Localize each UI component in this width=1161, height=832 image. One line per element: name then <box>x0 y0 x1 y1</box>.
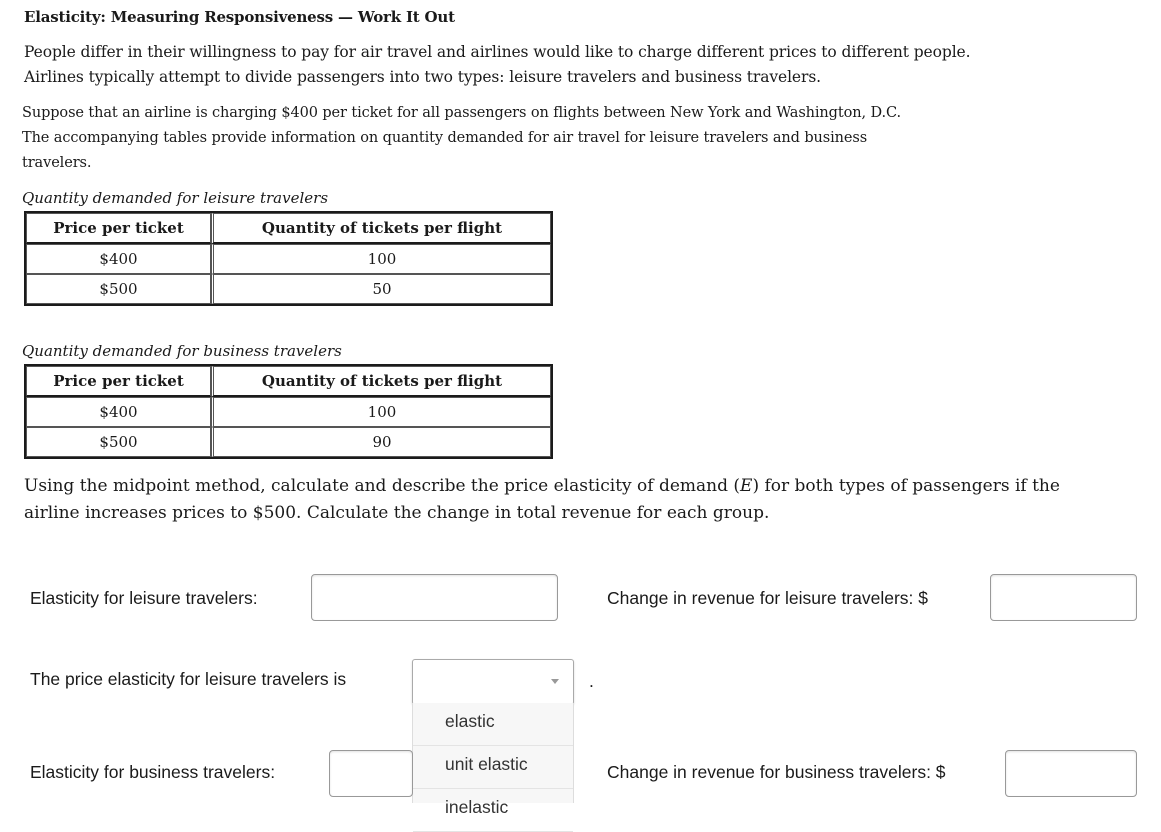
option-unit-elastic[interactable]: unit elastic <box>413 746 573 789</box>
setup-line-1: Suppose that an airline is charging $400 per ticket for all passengers on flights between New York and Washington, D.C. <box>22 105 901 121</box>
column-header: Quantity of tickets per flight <box>211 213 551 244</box>
chevron-down-icon[interactable] <box>551 679 559 684</box>
question-line-2: airline increases prices to $500. Calculate the change in total revenue for each group. <box>24 503 770 523</box>
leisure-elasticity-statement: The price elasticity for leisure travelers is <box>30 669 347 689</box>
column-header: Price per ticket <box>26 213 211 244</box>
leisure-elasticity-dropdown[interactable] <box>412 659 574 705</box>
table-cell: $400 <box>26 397 211 427</box>
column-header: Quantity of tickets per flight <box>211 366 551 397</box>
table-row <box>26 427 551 457</box>
table-cell: $400 <box>26 244 211 274</box>
elasticity-business-label: Elasticity for business travelers: <box>30 762 276 782</box>
intro-line-1: People differ in their willingness to pay for air travel and airlines would like to charge different prices to different people. <box>24 43 971 61</box>
elasticity-symbol: E <box>740 476 753 496</box>
question-text <box>24 473 1134 527</box>
statement-period: . <box>589 671 594 691</box>
business-table-caption: Quantity demanded for business travelers <box>22 342 342 360</box>
elasticity-business-input[interactable] <box>329 750 413 797</box>
business-demand-table <box>24 364 553 459</box>
table-cell: 100 <box>211 397 551 427</box>
setup-line-2: The accompanying tables provide information on quantity demanded for air travel for leisure travelers and business <box>22 130 868 146</box>
table-cell: $500 <box>26 427 211 457</box>
revenue-business-input[interactable] <box>1005 750 1137 797</box>
setup-line-3: travelers. <box>22 155 92 171</box>
page-title: Elasticity: Measuring Responsiveness — Work It Out <box>24 8 455 26</box>
table-row <box>26 274 551 304</box>
intro-paragraph <box>24 40 970 90</box>
revenue-business-label: Change in revenue for business travelers: $ <box>607 762 946 782</box>
table-header-row <box>26 366 551 397</box>
revenue-leisure-input[interactable] <box>990 574 1137 621</box>
table-cell: $500 <box>26 274 211 304</box>
table-cell: 50 <box>211 274 551 304</box>
elasticity-leisure-input[interactable] <box>311 574 558 621</box>
table-header-row <box>26 213 551 244</box>
elasticity-leisure-label: Elasticity for leisure travelers: <box>30 588 258 608</box>
table-row <box>26 244 551 274</box>
table-row <box>26 397 551 427</box>
option-elastic[interactable]: elastic <box>413 703 573 746</box>
table-cell: 90 <box>211 427 551 457</box>
question-line-1: Using the midpoint method, calculate and describe the price elasticity of demand (E) for both types of passengers if the <box>24 476 1060 496</box>
dropdown-menu <box>412 703 574 817</box>
setup-paragraph <box>22 101 901 176</box>
intro-line-2: Airlines typically attempt to divide passengers into two types: leisure travelers and business travelers. <box>24 68 821 86</box>
column-header: Price per ticket <box>26 366 211 397</box>
table-cell: 100 <box>211 244 551 274</box>
option-inelastic[interactable]: inelastic <box>413 789 573 832</box>
leisure-table-caption: Quantity demanded for leisure travelers <box>22 189 329 207</box>
revenue-leisure-label: Change in revenue for leisure travelers: $ <box>607 588 929 608</box>
leisure-demand-table <box>24 211 553 306</box>
